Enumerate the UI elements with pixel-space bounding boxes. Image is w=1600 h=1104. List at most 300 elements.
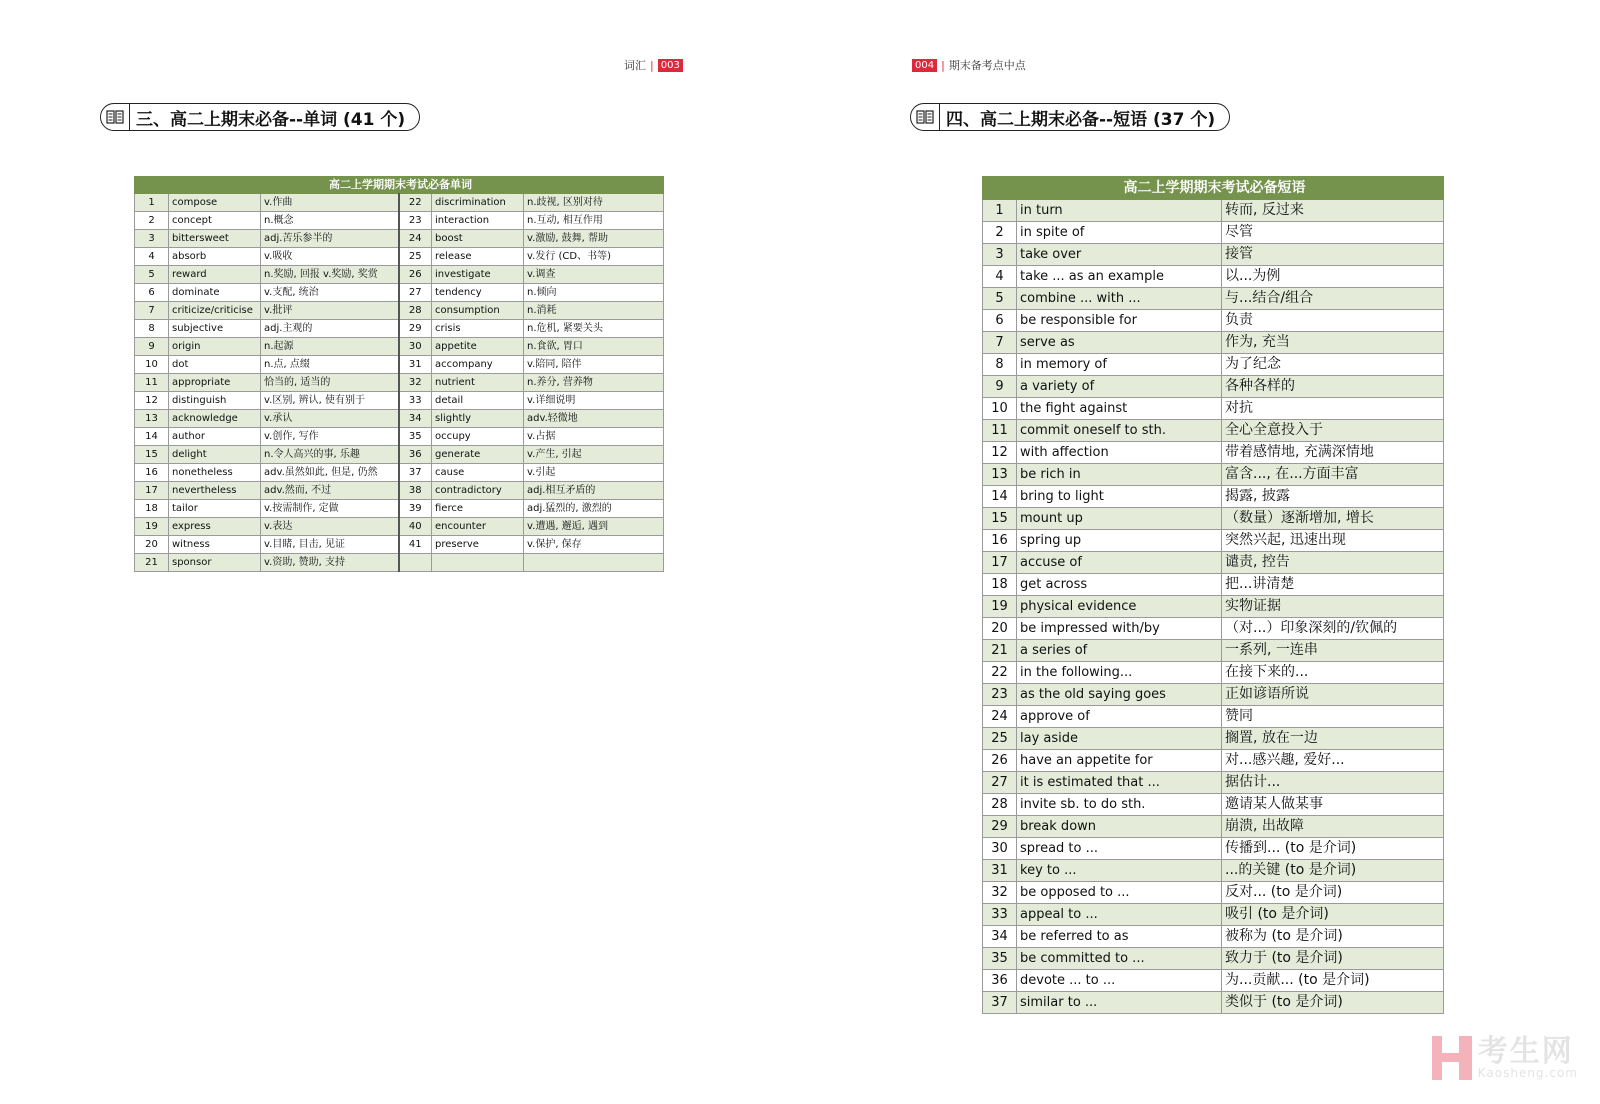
table-row	[983, 926, 1444, 948]
word-cell: release	[432, 248, 524, 266]
meaning-cell: 崩溃, 出故障	[1222, 816, 1444, 838]
row-number: 36	[399, 446, 432, 464]
row-number: 10	[983, 398, 1017, 420]
table-row	[135, 194, 664, 212]
row-number: 18	[135, 500, 169, 518]
table-row	[983, 244, 1444, 266]
table-row	[983, 310, 1444, 332]
table-row	[983, 354, 1444, 376]
row-number: 32	[983, 882, 1017, 904]
word-cell: distinguish	[169, 392, 261, 410]
meaning-cell: v.产生, 引起	[524, 446, 664, 464]
phrase-cell: mount up	[1017, 508, 1222, 530]
word-cell: tendency	[432, 284, 524, 302]
meaning-cell: n.点, 点缀	[261, 356, 399, 374]
meaning-cell: v.调查	[524, 266, 664, 284]
meaning-cell: adj.主观的	[261, 320, 399, 338]
row-number: 32	[399, 374, 432, 392]
row-number: 14	[983, 486, 1017, 508]
meaning-cell: v.资助, 赞助, 支持	[261, 554, 399, 572]
phrase-cell: bring to light	[1017, 486, 1222, 508]
meaning-cell	[524, 554, 664, 572]
row-number: 11	[135, 374, 169, 392]
table-row	[983, 266, 1444, 288]
table-row	[983, 486, 1444, 508]
table-row	[983, 640, 1444, 662]
row-number: 19	[983, 596, 1017, 618]
meaning-cell: n.起源	[261, 338, 399, 356]
meaning-cell: 正如谚语所说	[1222, 684, 1444, 706]
row-number: 2	[135, 212, 169, 230]
word-cell: discrimination	[432, 194, 524, 212]
phrase-cell: break down	[1017, 816, 1222, 838]
meaning-cell: n.消耗	[524, 302, 664, 320]
table-row	[983, 838, 1444, 860]
word-cell: accompany	[432, 356, 524, 374]
table-row	[983, 596, 1444, 618]
table-caption: 高二上学期期末考试必备单词	[135, 177, 664, 194]
header-divider: |	[650, 58, 654, 72]
meaning-cell: 传播到... (to 是介词)	[1222, 838, 1444, 860]
word-cell: contradictory	[432, 482, 524, 500]
row-number: 40	[399, 518, 432, 536]
table-row	[135, 212, 664, 230]
row-number: 28	[983, 794, 1017, 816]
meaning-cell: v.区别, 辨认, 使有别于	[261, 392, 399, 410]
meaning-cell: 反对... (to 是介词)	[1222, 882, 1444, 904]
section-title-text: 三、高二上期末必备--单词 (41 个)	[136, 109, 406, 130]
page-header-right	[912, 57, 1026, 73]
table-row	[983, 706, 1444, 728]
page-number-right: 004	[912, 59, 937, 72]
word-cell: cause	[432, 464, 524, 482]
phrase-cell: appeal to ...	[1017, 904, 1222, 926]
row-number: 41	[399, 536, 432, 554]
word-cell: fierce	[432, 500, 524, 518]
phrase-cell: a variety of	[1017, 376, 1222, 398]
table-row	[983, 794, 1444, 816]
word-cell: slightly	[432, 410, 524, 428]
meaning-cell: 搁置, 放在一边	[1222, 728, 1444, 750]
table-row	[983, 772, 1444, 794]
table-row	[983, 970, 1444, 992]
meaning-cell: 富含..., 在...方面丰富	[1222, 464, 1444, 486]
word-cell: witness	[169, 536, 261, 554]
phrase-cell: as the old saying goes	[1017, 684, 1222, 706]
row-number: 37	[399, 464, 432, 482]
row-number: 12	[983, 442, 1017, 464]
row-number: 3	[135, 230, 169, 248]
meaning-cell: 吸引 (to 是介词)	[1222, 904, 1444, 926]
watermark-logo	[1432, 1036, 1578, 1080]
meaning-cell: （对...）印象深刻的/钦佩的	[1222, 618, 1444, 640]
phrase-cell: be impressed with/by	[1017, 618, 1222, 640]
table-row	[983, 222, 1444, 244]
table-row	[135, 374, 664, 392]
row-number: 12	[135, 392, 169, 410]
row-number: 13	[983, 464, 1017, 486]
section-title-words	[100, 103, 420, 131]
word-cell: crisis	[432, 320, 524, 338]
table-row	[135, 266, 664, 284]
phrase-cell: accuse of	[1017, 552, 1222, 574]
word-cell: concept	[169, 212, 261, 230]
meaning-cell: adv.虽然如此, 但是, 仍然	[261, 464, 399, 482]
row-number: 24	[399, 230, 432, 248]
word-cell: appropriate	[169, 374, 261, 392]
meaning-cell: （数量）逐渐增加, 增长	[1222, 508, 1444, 530]
watermark-text: 考生网	[1477, 1034, 1574, 1069]
row-number: 35	[399, 428, 432, 446]
table-row	[135, 392, 664, 410]
meaning-cell: v.引起	[524, 464, 664, 482]
word-cell: encounter	[432, 518, 524, 536]
word-cell: bittersweet	[169, 230, 261, 248]
row-number: 25	[399, 248, 432, 266]
row-number: 39	[399, 500, 432, 518]
table-row	[983, 662, 1444, 684]
phrase-cell: take over	[1017, 244, 1222, 266]
phrase-cell: spread to ...	[1017, 838, 1222, 860]
meaning-cell: adj.猛烈的, 激烈的	[524, 500, 664, 518]
row-number: 20	[135, 536, 169, 554]
meaning-cell: 据估计...	[1222, 772, 1444, 794]
word-cell: author	[169, 428, 261, 446]
phrase-cell: with affection	[1017, 442, 1222, 464]
meaning-cell: v.陪同, 陪伴	[524, 356, 664, 374]
phrase-cell: have an appetite for	[1017, 750, 1222, 772]
row-number: 7	[983, 332, 1017, 354]
kaosheng-logo-icon	[1432, 1036, 1472, 1080]
table-caption-row	[135, 177, 664, 194]
page-header-left	[624, 57, 683, 73]
meaning-cell: 负责	[1222, 310, 1444, 332]
phrase-cell: in memory of	[1017, 354, 1222, 376]
row-number: 33	[983, 904, 1017, 926]
meaning-cell: v.占据	[524, 428, 664, 446]
word-cell: origin	[169, 338, 261, 356]
meaning-cell: 以...为例	[1222, 266, 1444, 288]
table-row	[983, 948, 1444, 970]
row-number: 8	[983, 354, 1017, 376]
row-number: 7	[135, 302, 169, 320]
meaning-cell: v.表达	[261, 518, 399, 536]
meaning-cell: v.作曲	[261, 194, 399, 212]
meaning-cell: 邀请某人做某事	[1222, 794, 1444, 816]
word-cell: generate	[432, 446, 524, 464]
table-row	[983, 860, 1444, 882]
phrase-cell: the fight against	[1017, 398, 1222, 420]
meaning-cell: n.危机, 紧要关头	[524, 320, 664, 338]
meaning-cell: 为了纪念	[1222, 354, 1444, 376]
row-number: 11	[983, 420, 1017, 442]
table-row	[983, 332, 1444, 354]
word-cell: sponsor	[169, 554, 261, 572]
word-cell: express	[169, 518, 261, 536]
meaning-cell: v.批评	[261, 302, 399, 320]
phrase-cell: get across	[1017, 574, 1222, 596]
word-cell: reward	[169, 266, 261, 284]
word-cell: dot	[169, 356, 261, 374]
table-row	[135, 230, 664, 248]
table-caption-row	[983, 177, 1444, 200]
meaning-cell: 全心全意投入于	[1222, 420, 1444, 442]
phrase-cell: take ... as an example	[1017, 266, 1222, 288]
table-row	[983, 574, 1444, 596]
meaning-cell: 为...贡献... (to 是介词)	[1222, 970, 1444, 992]
book-icon	[911, 104, 940, 130]
page-number-left: 003	[658, 59, 683, 72]
meaning-cell: 与...结合/组合	[1222, 288, 1444, 310]
meaning-cell: 对...感兴趣, 爱好...	[1222, 750, 1444, 772]
phrase-cell: serve as	[1017, 332, 1222, 354]
word-cell: nonetheless	[169, 464, 261, 482]
header-divider: |	[941, 58, 945, 72]
meaning-cell: adv.然而, 不过	[261, 482, 399, 500]
table-row	[983, 992, 1444, 1014]
word-cell: acknowledge	[169, 410, 261, 428]
row-number: 20	[983, 618, 1017, 640]
meaning-cell: v.创作, 写作	[261, 428, 399, 446]
phrase-cell: in the following...	[1017, 662, 1222, 684]
phrase-cell: lay aside	[1017, 728, 1222, 750]
table-row	[983, 200, 1444, 222]
word-cell: criticize/criticise	[169, 302, 261, 320]
row-number: 38	[399, 482, 432, 500]
table-row	[135, 356, 664, 374]
row-number: 22	[983, 662, 1017, 684]
row-number: 27	[399, 284, 432, 302]
table-row	[983, 684, 1444, 706]
table-row	[135, 248, 664, 266]
meaning-cell: adv.轻微地	[524, 410, 664, 428]
word-cell: consumption	[432, 302, 524, 320]
table-row	[983, 420, 1444, 442]
meaning-cell: v.支配, 统治	[261, 284, 399, 302]
header-section-label: 期末备考点中点	[948, 59, 1026, 72]
row-number: 31	[983, 860, 1017, 882]
meaning-cell: n.倾向	[524, 284, 664, 302]
meaning-cell: v.承认	[261, 410, 399, 428]
meaning-cell: 接管	[1222, 244, 1444, 266]
word-cell: detail	[432, 392, 524, 410]
phrase-cell: key to ...	[1017, 860, 1222, 882]
table-row	[135, 284, 664, 302]
meaning-cell: ...的关键 (to 是介词)	[1222, 860, 1444, 882]
meaning-cell: 实物证据	[1222, 596, 1444, 618]
row-number: 6	[135, 284, 169, 302]
section-title-phrases	[910, 103, 1230, 131]
phrase-cell: be committed to ...	[1017, 948, 1222, 970]
row-number: 34	[399, 410, 432, 428]
phrase-cell: it is estimated that ...	[1017, 772, 1222, 794]
table-row	[983, 816, 1444, 838]
row-number: 9	[983, 376, 1017, 398]
meaning-cell: 致力于 (to 是介词)	[1222, 948, 1444, 970]
row-number: 10	[135, 356, 169, 374]
phrase-cell: commit oneself to sth.	[1017, 420, 1222, 442]
watermark-url: Kaosheng.com	[1477, 1066, 1578, 1080]
word-cell: investigate	[432, 266, 524, 284]
phrase-cell: spring up	[1017, 530, 1222, 552]
row-number: 3	[983, 244, 1017, 266]
row-number: 2	[983, 222, 1017, 244]
row-number: 27	[983, 772, 1017, 794]
row-number: 17	[983, 552, 1017, 574]
meaning-cell: 尽管	[1222, 222, 1444, 244]
row-number: 9	[135, 338, 169, 356]
row-number: 15	[983, 508, 1017, 530]
row-number: 28	[399, 302, 432, 320]
phrase-cell: be referred to as	[1017, 926, 1222, 948]
meaning-cell: 突然兴起, 迅速出现	[1222, 530, 1444, 552]
words-table	[134, 176, 664, 572]
row-number: 31	[399, 356, 432, 374]
table-row	[983, 288, 1444, 310]
table-row	[135, 320, 664, 338]
row-number: 23	[399, 212, 432, 230]
meaning-cell: n.歧视, 区别对待	[524, 194, 664, 212]
meaning-cell: v.吸收	[261, 248, 399, 266]
meaning-cell: v.保护, 保存	[524, 536, 664, 554]
row-number: 29	[983, 816, 1017, 838]
word-cell: dominate	[169, 284, 261, 302]
meaning-cell: adj.相互矛盾的	[524, 482, 664, 500]
table-row	[135, 536, 664, 554]
meaning-cell: v.目睹, 目击, 见证	[261, 536, 399, 554]
table-row	[135, 464, 664, 482]
row-number: 14	[135, 428, 169, 446]
row-number	[399, 554, 432, 572]
word-cell: preserve	[432, 536, 524, 554]
phrase-cell: physical evidence	[1017, 596, 1222, 618]
row-number: 30	[399, 338, 432, 356]
table-row	[983, 618, 1444, 640]
meaning-cell: 一系列, 一连串	[1222, 640, 1444, 662]
table-row	[983, 464, 1444, 486]
row-number: 15	[135, 446, 169, 464]
meaning-cell: v.按需制作, 定做	[261, 500, 399, 518]
phrase-cell: in turn	[1017, 200, 1222, 222]
row-number: 37	[983, 992, 1017, 1014]
table-row	[983, 376, 1444, 398]
phrase-cell: combine ... with ...	[1017, 288, 1222, 310]
row-number: 21	[983, 640, 1017, 662]
row-number: 35	[983, 948, 1017, 970]
meaning-cell: 恰当的, 适当的	[261, 374, 399, 392]
table-row	[135, 500, 664, 518]
meaning-cell: 对抗	[1222, 398, 1444, 420]
meaning-cell: v.发行 (CD、书等)	[524, 248, 664, 266]
meaning-cell: 谴责, 控告	[1222, 552, 1444, 574]
table-row	[135, 410, 664, 428]
word-cell: absorb	[169, 248, 261, 266]
row-number: 5	[983, 288, 1017, 310]
phrase-cell: be opposed to ...	[1017, 882, 1222, 904]
meaning-cell: 带着感情地, 充满深情地	[1222, 442, 1444, 464]
table-row	[135, 302, 664, 320]
meaning-cell: n.概念	[261, 212, 399, 230]
phrase-cell: be rich in	[1017, 464, 1222, 486]
meaning-cell: n.养分, 营养物	[524, 374, 664, 392]
table-row	[135, 338, 664, 356]
phrase-cell: in spite of	[1017, 222, 1222, 244]
row-number: 5	[135, 266, 169, 284]
word-cell: compose	[169, 194, 261, 212]
row-number: 4	[135, 248, 169, 266]
meaning-cell: 赞同	[1222, 706, 1444, 728]
word-cell: appetite	[432, 338, 524, 356]
table-caption: 高二上学期期末考试必备短语	[983, 177, 1444, 200]
phrase-cell: be responsible for	[1017, 310, 1222, 332]
row-number: 4	[983, 266, 1017, 288]
table-row	[135, 482, 664, 500]
phrase-cell: approve of	[1017, 706, 1222, 728]
row-number: 16	[983, 530, 1017, 552]
meaning-cell: 转而, 反过来	[1222, 200, 1444, 222]
table-row	[983, 442, 1444, 464]
table-row	[135, 446, 664, 464]
row-number: 13	[135, 410, 169, 428]
section-title-text: 四、高二上期末必备--短语 (37 个)	[946, 109, 1216, 130]
row-number: 1	[135, 194, 169, 212]
word-cell: boost	[432, 230, 524, 248]
table-row	[135, 428, 664, 446]
table-row	[135, 518, 664, 536]
row-number: 18	[983, 574, 1017, 596]
row-number: 25	[983, 728, 1017, 750]
phrase-cell: invite sb. to do sth.	[1017, 794, 1222, 816]
table-row	[983, 728, 1444, 750]
phrase-cell: similar to ...	[1017, 992, 1222, 1014]
meaning-cell: 作为, 充当	[1222, 332, 1444, 354]
meaning-cell: 各种各样的	[1222, 376, 1444, 398]
phrase-cell: a series of	[1017, 640, 1222, 662]
table-row	[135, 554, 664, 572]
meaning-cell: n.令人高兴的事, 乐趣	[261, 446, 399, 464]
row-number: 16	[135, 464, 169, 482]
header-section-label: 词汇	[624, 59, 646, 72]
word-cell	[432, 554, 524, 572]
table-row	[983, 508, 1444, 530]
table-row	[983, 398, 1444, 420]
meaning-cell: 在接下来的...	[1222, 662, 1444, 684]
meaning-cell: v.激励, 鼓舞, 帮助	[524, 230, 664, 248]
meaning-cell: n.食欲, 胃口	[524, 338, 664, 356]
table-row	[983, 750, 1444, 772]
table-row	[983, 552, 1444, 574]
row-number: 1	[983, 200, 1017, 222]
row-number: 26	[399, 266, 432, 284]
row-number: 8	[135, 320, 169, 338]
phrase-cell: devote ... to ...	[1017, 970, 1222, 992]
meaning-cell: adj.苦乐参半的	[261, 230, 399, 248]
phrases-table	[982, 176, 1444, 1014]
row-number: 22	[399, 194, 432, 212]
row-number: 19	[135, 518, 169, 536]
table-row	[983, 530, 1444, 552]
row-number: 24	[983, 706, 1017, 728]
row-number: 29	[399, 320, 432, 338]
meaning-cell: n.互动, 相互作用	[524, 212, 664, 230]
row-number: 17	[135, 482, 169, 500]
table-row	[983, 904, 1444, 926]
word-cell: subjective	[169, 320, 261, 338]
meaning-cell: 把...讲清楚	[1222, 574, 1444, 596]
row-number: 34	[983, 926, 1017, 948]
word-cell: delight	[169, 446, 261, 464]
row-number: 26	[983, 750, 1017, 772]
